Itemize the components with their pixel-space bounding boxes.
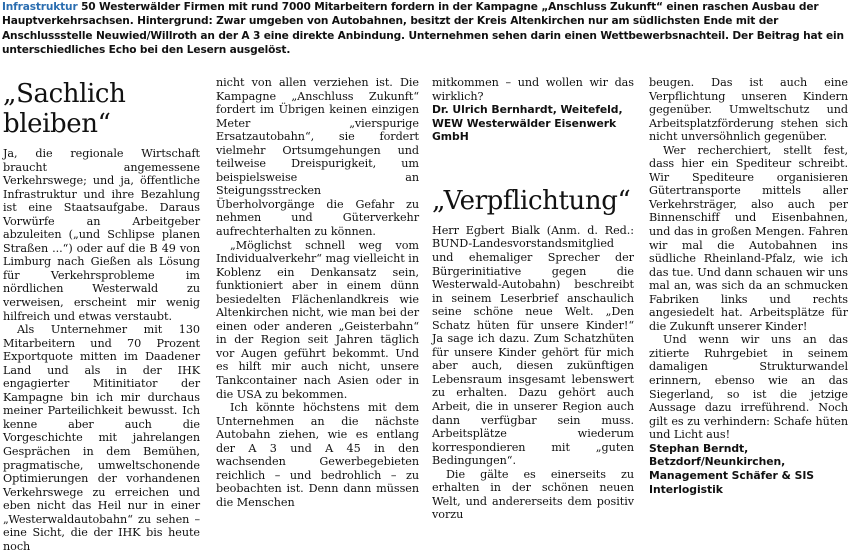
letter2-paragraph-1: Herr Egbert Bialk (Anm. d. Red.: BUND-Landesvorstandsmitglied und ehemaliger Sprecher der Bürgerinitiative gegen die Westerwald-Autobahn) beschreibt in seinem Leserbrief anschaulich seine schöne neue Welt. „Den Schatz hüten für unsere Kinder!“ Ja sage ich dazu. Zum Schatzhüten für unsere Kinder gehört für mich aber auch, diesen zukünftigen Lebensraum insgesamt lebenswert zu erhalten. Dazu gehört auch Arbeit, die in unserer Region auch dann verfügbar sein muss. Arbeitsplätze wiederum korrespondieren mit „guten Bedingungen“. [432, 223, 634, 468]
letter1-paragraph-4: Ich könnte höchstens mit dem Unternehmen an die nächste Autobahn ziehen, wie es entlang der A 3 und A 45 in den wachsenden Gewerbegebieten reichlich – und bedrohlich – zu beobachten ist. Denn dann müssen die Menschen [216, 401, 419, 509]
letter1-paragraph-4-continued: mitkommen – und wollen wir das wirklich? [432, 76, 634, 103]
headline-sachlich-bleiben: „Sachlich bleiben“ [3, 79, 126, 139]
headline-verpflichtung: „Verpflichtung“ [432, 185, 631, 216]
letter2-paragraph-2: Die gälte es einerseits zu erhalten in der schönen neuen Welt, und andererseits dem positiv vorzu [432, 467, 634, 522]
letter2-paragraph-2-continued: beugen. Das ist auch eine Verpflichtung unseren Kindern gegenüber. Umweltschutz und Arbeitsplatzförderung stehen sich nicht unversöhnlich gegenüber. [649, 76, 848, 144]
letter1-paragraph-2-continued: nicht von allen verziehen ist. Die Kampagne „Anschluss Zukunft“ fordert im Übrigen keinen einzigen Meter „vierspurige Ersatzautobahn“, sie fordert vielmehr Ortsumgehungen und teilweise Dreispurigkeit, um beispielsweise an Steigungsstrecken Überholvorgänge die Gefahr zu nehmen und Güterverkehr aufrechterhalten zu können. [216, 76, 419, 239]
letter2-paragraph-4: Und wenn wir uns an das zitierte Ruhrgebiet in seinem damaligen Strukturwandel erinnern, ebenso wie an das Siegerland, so ist die jetzige Aussage dazu irreführend. Noch gilt es zu verhindern: Schafe hüten und Licht aus! [649, 333, 848, 442]
column-3 [432, 76, 634, 522]
category-label: Infrastruktur [2, 1, 78, 13]
column-2 [216, 76, 419, 510]
letter1-signature: Dr. Ulrich Bernhardt, Weitefeld, WEW Westerwälder Eisenwerk GmbH [432, 103, 623, 144]
letter1-paragraph-3: „Möglichst schnell weg vom Individualverkehr“ mag vielleicht in Koblenz ein Denkansatz sein, funktioniert aber in einem dünn besiedelten Flächenlandkreis wie Altenkirchen nicht, wie man bei der einen oder anderen „Geisterbahn“ in der Region seit Jahren täglich vor Augen geführt bekommt. Und es hilft mir auch nicht, unsere Tankcontainer nach Asien oder in die USA zu bekommen. [216, 238, 419, 401]
letter1-paragraph-1: Ja, die regionale Wirtschaft braucht angemessene Verkehrswege; und ja, öffentliche Infrastruktur und ihre Bezahlung ist eine Staatsaufgabe. Daraus Vorwürfe an Arbeitgeber abzuleiten („und Schlipse planen Straßen ...“) oder auf die B 49 von Limburg nach Gießen als Lösung für Verkehrsprobleme im nördlichen Westerwald zu verweisen, erscheint mir wenig hilfreich und etwas verstaubt. [3, 147, 200, 323]
letter1-paragraph-2: Als Unternehmer mit 130 Mitarbeitern und 70 Prozent Exportquote mitten im Daadener Land und als in der IHK engagierter Mitinitiator der Kampagne bin ich mir durchaus meiner Parteilichkeit bewusst. Ich kenne aber auch die Vorgeschichte mit jahrelangen Gesprächen in dem Bemühen, pragmatische, umweltschonende Optimierungen der vorhandenen Verkehrswege zu erreichen und eben nicht das Heil nur in einer „Westerwaldautobahn“ zu sehen – eine Sicht, die der IHK bis heute noch [3, 323, 200, 553]
letter2-paragraph-3: Wer recherchiert, stellt fest, dass hier ein Spediteur schreibt. Wir Spediteure organisieren Gütertransporte mittels aller Verkehrsträger, also auch per Binnenschiff und Eisenbahnen, und das in großen Mengen. Fahren wir mal die Autobahnen ins südliche Rheinland-Pfalz, wie ich das tue. Und dann schauen wir uns mal an, was sich da an schmucken Fabriken links und rechts angesiedelt hat. Arbeitsplätze für die Zukunft unserer Kinder! [649, 143, 848, 333]
letter2-signature: Stephan Berndt, Betzdorf/Neunkirchen, Management Schäfer & SIS Interlogistik [649, 441, 815, 496]
intro-text: 50 Westerwälder Firmen mit rund 7000 Mitarbeitern fordern in der Kampagne „Anschluss Zukunft“ einen raschen Ausbau der Hauptverkehrsachsen. Hintergrund: Zwar umgeben von Autobahnen, besitzt der Kreis Altenkirchen nur am südlichsten Ende mit der Anschlussstelle Neuwied/Willroth an der A 3 eine direkte Anbindung. Unternehmen sehen darin einen Wettbewerbsnachteil. Der Beitrag hat ein unterschiedliches Echo bei den Lesern ausgelöst. [2, 1, 844, 57]
column-4 [649, 76, 848, 496]
article-intro [2, 0, 848, 58]
column-1 [3, 76, 200, 553]
